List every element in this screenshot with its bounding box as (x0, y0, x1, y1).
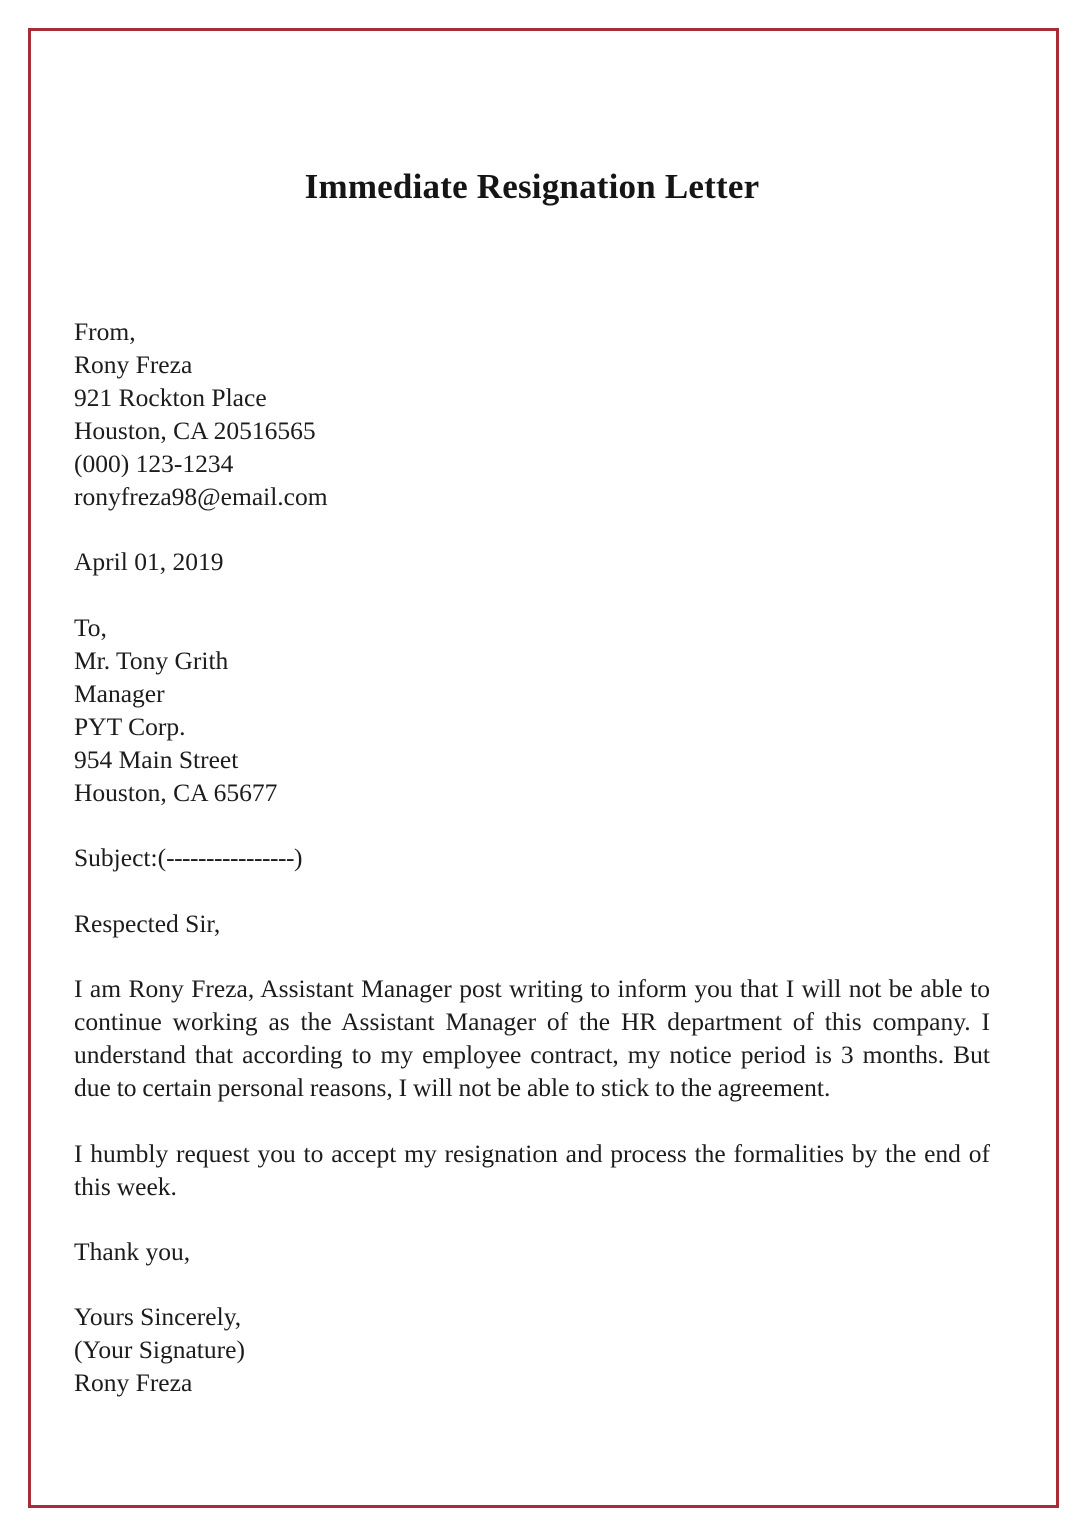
recipient-company: PYT Corp. (74, 712, 186, 741)
thanks-line: Thank you, (74, 1237, 191, 1266)
letter-date: April 01, 2019 (74, 547, 224, 576)
subject-blank-field: ---------------- (166, 843, 294, 872)
subject-label: Subject:( (74, 843, 167, 872)
recipient-job-title: Manager (74, 679, 165, 708)
body-paragraph-2: I humbly request you to accept my resignation and process the formalities by the end of this week. (74, 1139, 990, 1201)
recipient-to-label: To, (74, 613, 107, 642)
sender-email: ronyfreza98@email.com (74, 482, 328, 511)
recipient-name: Mr. Tony Grith (74, 646, 229, 675)
sign-off: Yours Sincerely, (74, 1302, 242, 1331)
sender-city-state-zip: Houston, CA 20516565 (74, 416, 316, 445)
sender-street: 921 Rockton Place (74, 383, 267, 412)
sender-name: Rony Freza (74, 350, 193, 379)
salutation: Respected Sir, (74, 909, 221, 938)
letter-content (74, 0, 990, 1536)
page-title: Immediate Resignation Letter (304, 167, 760, 206)
subject-close-paren: ) (293, 843, 303, 872)
sender-from-label: From, (74, 317, 136, 346)
sender-phone: (000) 123-1234 (74, 449, 234, 478)
signature-block (74, 1300, 245, 1399)
signature-placeholder: (Your Signature) (74, 1335, 245, 1364)
body-paragraph-1: I am Rony Freza, Assistant Manager post writing to inform you that I will not be able to continue working as the Assistant Manager of the HR department of this company. I understand that according to my employee contract, my notice period is 3 months. But due to certain personal reasons, I will not be able to stick to the agreement. (74, 974, 990, 1102)
recipient-address-block (74, 611, 277, 809)
signer-name: Rony Freza (74, 1368, 193, 1397)
sender-address-block (74, 315, 328, 513)
recipient-street: 954 Main Street (74, 745, 239, 774)
subject-line (74, 841, 302, 874)
recipient-city-state-zip: Houston, CA 65677 (74, 778, 278, 807)
